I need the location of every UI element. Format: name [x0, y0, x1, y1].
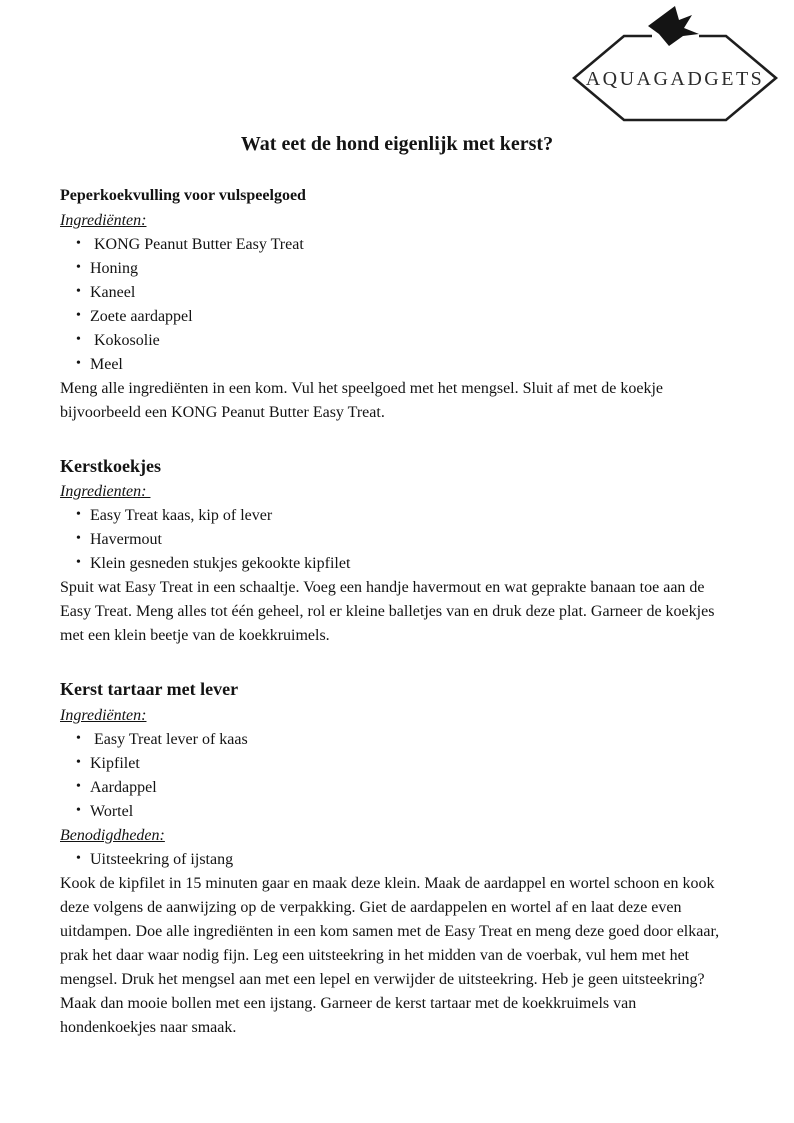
- list-item: [60, 728, 734, 752]
- aquagadgets-logo: [572, 6, 778, 124]
- ingredients-list: [60, 728, 734, 824]
- section-peperkoekvulling: [60, 186, 734, 425]
- list-item-text: Aardappel: [90, 778, 157, 796]
- list-item-text: Uitsteekring of ijstang: [90, 850, 234, 868]
- instructions-paragraph: Kook de kipfilet in 15 minuten gaar en maak deze klein. Maak de aardappel en wortel schoon en kook deze volgens de aanwijzing op de verpakking. Giet de aardappelen en wortel af en laat deze even uitdampen. Doe alle ingrediënten in een kom samen met de Easy Treat en meng deze goed door elkaar, prak het daar waar nodig fijn. Leg een uitsteekring in het midden van de voerbak, vul hem met het mengsel. Druk het mengsel aan met een lepel en verwijder de uitsteekring. Heb je geen uitsteekring? Maak dan mooie bollen met een ijstang. Garneer de kerst tartaar met de koekkruimels van hondenkoekjes naar smaak.: [60, 874, 720, 1036]
- list-item: [60, 800, 734, 824]
- section-heading: Peperkoekvulling voor vulspeelgoed: [60, 187, 306, 204]
- list-item-text: Meel: [90, 355, 123, 373]
- list-item-text: Zoete aardappel: [90, 307, 193, 325]
- ingredients-list: [60, 504, 734, 576]
- list-item-text: Easy Treat kaas, kip of lever: [90, 507, 273, 525]
- section-kerstkoekjes: [60, 455, 734, 648]
- ingredients-label: Ingrediënten:: [60, 706, 147, 724]
- fish-icon: [648, 6, 699, 46]
- list-item-text: Havermout: [90, 531, 162, 549]
- list-item-text: Klein gesneden stukjes gekookte kipfilet: [90, 555, 351, 573]
- page-title: Wat eet de hond eigenlijk met kerst?: [240, 133, 554, 155]
- list-item: [60, 504, 734, 528]
- supplies-list: [60, 848, 734, 872]
- section-kerst-tartaar: [60, 678, 734, 1039]
- list-item: [60, 528, 734, 552]
- list-item: [60, 552, 734, 576]
- list-item-text: Kaneel: [90, 283, 136, 301]
- list-item: [60, 776, 734, 800]
- list-item: [60, 233, 734, 257]
- list-item: [60, 281, 734, 305]
- ingredients-list: [60, 233, 734, 377]
- list-item-text: Kokosolie: [90, 331, 160, 349]
- list-item: [60, 329, 734, 353]
- list-item-text: Easy Treat lever of kaas: [90, 730, 248, 748]
- ingredients-label: Ingredienten:: [60, 483, 151, 501]
- supplies-label: Benodigdheden:: [60, 826, 165, 844]
- instructions-paragraph: Spuit wat Easy Treat in een schaaltje. Voeg een handje havermout en wat geprakte banaan toe aan de Easy Treat. Meng alles tot één geheel, rol er kleine balletjes van en druk deze plat. Garneer de koekjes met een klein beetje van de koekkruimels.: [60, 579, 715, 645]
- list-item-text: Kipfilet: [90, 754, 140, 772]
- list-item-text: Honing: [90, 259, 138, 277]
- list-item-text: KONG Peanut Butter Easy Treat: [90, 235, 304, 253]
- section-heading: Kerstkoekjes: [60, 455, 161, 476]
- instructions-paragraph: Meng alle ingrediënten in een kom. Vul het speelgoed met het mengsel. Sluit af met de koekje bijvoorbeeld een KONG Peanut Butter Easy Treat.: [60, 379, 664, 421]
- list-item: [60, 257, 734, 281]
- list-item: [60, 848, 734, 872]
- list-item: [60, 752, 734, 776]
- brand-text: AQUAGADGETS: [585, 68, 765, 90]
- list-item: [60, 353, 734, 377]
- list-item-text: Wortel: [90, 802, 134, 820]
- list-item: [60, 305, 734, 329]
- ingredients-label: Ingrediënten:: [60, 211, 147, 229]
- section-heading: Kerst tartaar met lever: [60, 679, 239, 700]
